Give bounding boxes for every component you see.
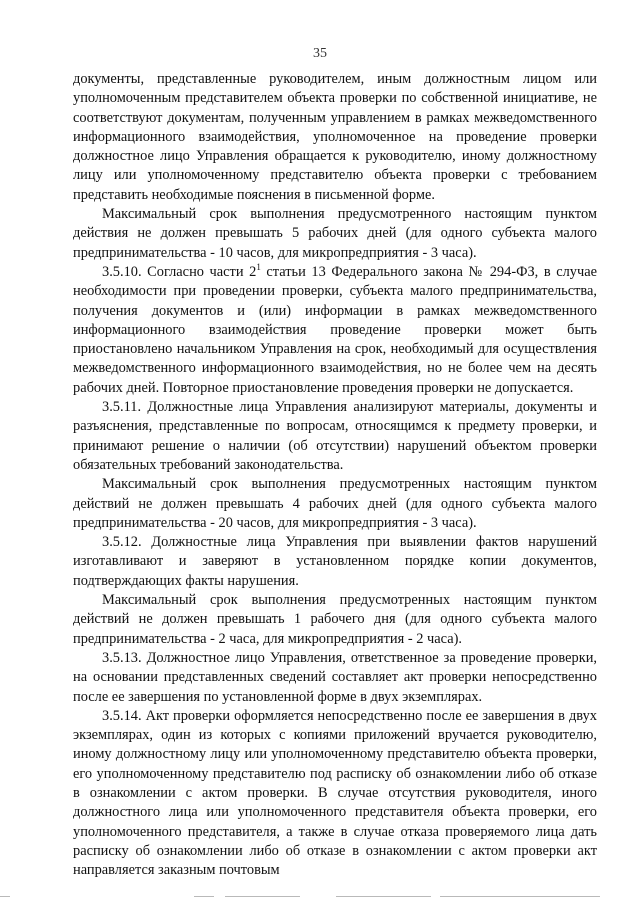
paragraph-3-5-10-text-before: 3.5.10. Согласно части 2	[102, 263, 257, 280]
footer-rule	[225, 896, 300, 897]
paragraph-3-5-13: 3.5.13. Должностное лицо Управления, ответственное за проведение проверки, на основании представленных сведений составляет акт проверки непосредственно после ее завершения по установленной форме в двух экземплярах.	[73, 649, 597, 705]
footer-rule	[0, 896, 10, 897]
paragraph-max-term-4-days: Максимальный срок выполнения предусмотренных настоящим пунктом действий не должен превышать 4 рабочих дней (для одного субъекта малого предпринимательства - 20 часов, для микропредприятия - 3 часа).	[73, 476, 597, 531]
paragraph-3-5-10	[73, 263, 597, 398]
paragraph-continuation: документы, представленные руководителем, иным должностным лицом или уполномоченным представителем объекта проверки по собственной инициативе, не соответствуют документам, полученным управлением в рамках межведомственного информационного взаимодействия, уполномоченное на проведение проверки должностное лицо Управления обращается к руководителю, иному должностному лицу или уполномоченному представителю объекта проверки с требованием представить необходимые пояснения в письменной форме.	[73, 71, 597, 203]
footer-rule	[336, 896, 431, 897]
document-body	[73, 70, 597, 880]
footer-rule	[440, 896, 600, 897]
scan-footer-artifacts	[0, 891, 640, 905]
page-number: 35	[313, 46, 327, 61]
paragraph-3-5-11: 3.5.11. Должностные лица Управления анализируют материалы, документы и разъяснения, представленные по вопросам, относящимся к предмету проверки, и принимают решение о наличии (об отсутствии) нарушений объектом проверки обязательных требований законодательства.	[73, 399, 597, 473]
footer-rule	[194, 896, 214, 897]
superscript-mark: 1	[256, 262, 261, 273]
paragraph-3-5-12: 3.5.12. Должностные лица Управления при выявлении фактов нарушений изготавливают и заверяют в установленном порядке копии документов, подтверждающих факты нарушения.	[73, 534, 597, 589]
paragraph-3-5-10-text-after: статьи 13 Федерального закона № 294-ФЗ, в случае необходимости при проведении проверки, субъекта малого предпринимательства, получения документов и (или) информации в рамках межведомственного информационного взаимодействия проведение проверки может быть приостановлено начальником Управления на срок, необходимый для осуществления межведомственного информационного взаимодействия, но не более чем на десять рабочих дней. Повторное приостановление проведения проверки не допускается.	[73, 263, 597, 396]
paragraph-3-5-14: 3.5.14. Акт проверки оформляется непосредственно после ее завершения в двух экземплярах, один из которых с копиями приложений вручается руководителю, иному должностному лицу или уполномоченному представителю объекта проверки, его уполномоченному представителю под расписку об ознакомлении либо об отказе в ознакомлении с актом проверки. В случае отсутствия руководителя, иного должностного лица или уполномоченного представителя объекта проверки, его уполномоченного представителя, а также в случае отказа проверяемого лица дать расписку об ознакомлении либо об отказе в ознакомлении с актом проверки акт направляется заказным почтовым	[73, 707, 597, 879]
paragraph-max-term-1-day: Максимальный срок выполнения предусмотренных настоящим пунктом действий не должен превышать 1 рабочего дня (для одного субъекта малого предпринимательства - 2 часа, для микропредприятия - 2 часа).	[73, 592, 597, 647]
paragraph-max-term-5-days: Максимальный срок выполнения предусмотренного настоящим пунктом действия не должен превышать 5 рабочих дней (для одного субъекта малого предпринимательства - 10 часов, для микропредприятия - 3 часа).	[73, 206, 597, 261]
